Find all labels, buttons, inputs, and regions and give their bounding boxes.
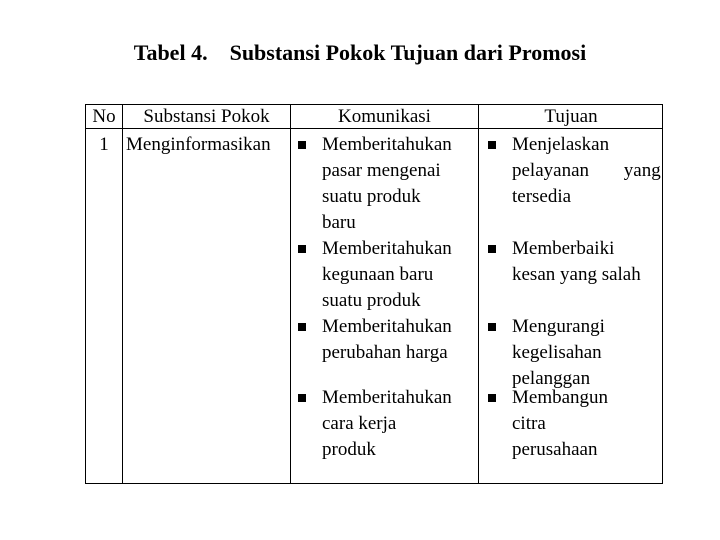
row-number: 1 <box>99 134 109 155</box>
bullet-icon <box>488 245 496 253</box>
bullet-icon <box>298 323 306 331</box>
column-divider <box>478 105 479 483</box>
substansi-value: Menginformasikan <box>126 134 271 155</box>
bullet-icon <box>298 245 306 253</box>
table-caption <box>0 40 720 66</box>
bullet-icon <box>488 394 496 402</box>
column-divider <box>122 105 123 483</box>
bullet-icon <box>488 141 496 149</box>
header-komunikasi: Komunikasi <box>338 106 431 127</box>
promotion-table: No Substansi Pokok Komunikasi Tujuan 1 Menginformasikan Memberitahukan pasar mengenai suatu produk baru Memberitahukan kegunaan baru suatu produk Memberitahukan perubahan harga Memberitahukan cara kerja produk Menjelaskan pelayanan yang tersedia Memberbaiki kesan yang salah Mengurangi kegelisahan pelanggan Membangun citra perusahaan <box>85 104 663 484</box>
bullet-icon <box>298 394 306 402</box>
caption-label: Tabel 4. <box>133 40 208 65</box>
header-tujuan: Tujuan <box>544 106 598 127</box>
column-divider <box>290 105 291 483</box>
header-substansi: Substansi Pokok <box>143 106 270 127</box>
caption-text: Substansi Pokok Tujuan dari Promosi <box>229 40 587 65</box>
bullet-icon <box>298 141 306 149</box>
header-no: No <box>92 106 116 127</box>
bullet-icon <box>488 323 496 331</box>
